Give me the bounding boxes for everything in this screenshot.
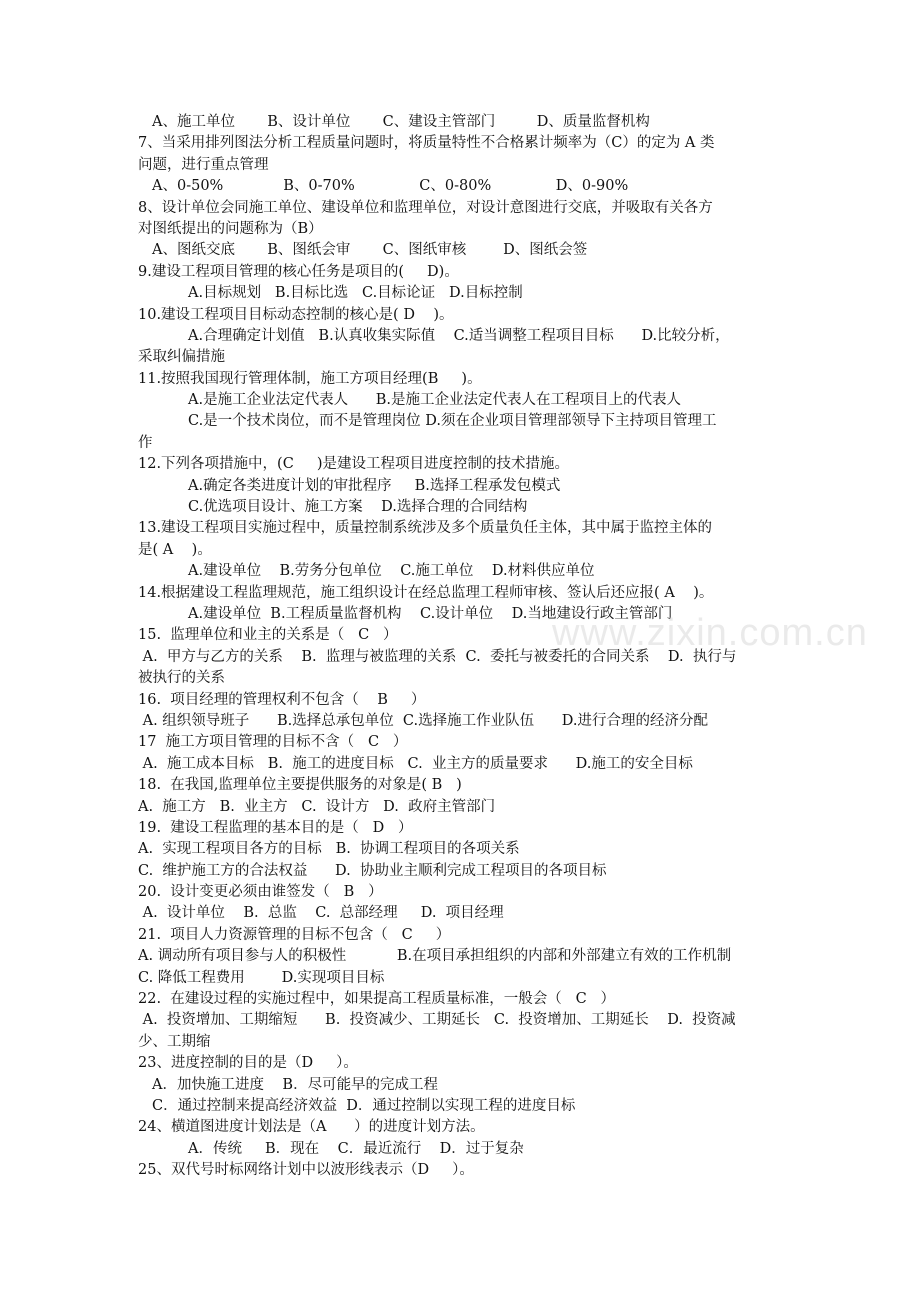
text-line: A. 组织领导班子 B.选择总承包单位 C.选择施工作业队伍 D.进行合理的经济分配 bbox=[138, 712, 708, 729]
text-line: C. 降低工程费用 D.实现项目目标 bbox=[138, 969, 385, 986]
text-line: 23、进度控制的目的是（D ）。 bbox=[138, 1055, 358, 1072]
text-line: A．传统 B．现在 C．最近流行 D．过于复杂 bbox=[188, 1140, 524, 1157]
text-line: 19. 建设工程监理的基本目的是（ D ） bbox=[138, 819, 413, 836]
text-line: A．加快施工进度 B．尽可能早的完成工程 bbox=[152, 1076, 439, 1093]
text-line: 25、双代号时标网络计划中以波形线表示（D ）。 bbox=[138, 1162, 474, 1179]
text-line: 17 施工方项目管理的目标不含（ C ） bbox=[138, 734, 408, 751]
text-line: 14.根据建设工程监理规范，施工组织设计在经总监理工程师审核、签认后还应报( A )。 bbox=[138, 584, 714, 601]
text-line: 21. 项目人力资源管理的目标不包含（ C ） bbox=[138, 926, 451, 943]
text-line: 9.建设工程项目管理的核心任务是项目的( D)。 bbox=[138, 263, 459, 280]
text-line: 11.按照我国现行管理体制，施工方项目经理(B )。 bbox=[138, 370, 482, 387]
text-line: 18. 在我国,监理单位主要提供服务的对象是( B ) bbox=[138, 777, 462, 794]
text-line: 20. 设计变更必须由谁签发（ B ） bbox=[138, 884, 383, 901]
text-line: A、图纸交底 B、图纸会审 C、图纸审核 D、图纸会签 bbox=[152, 242, 588, 259]
text-line: 22. 在建设过程的实施过程中，如果提高工程质量标准，一般会（ C ） bbox=[138, 991, 616, 1008]
text-line: A.是施工企业法定代表人 B.是施工企业法定代表人在工程项目上的代表人 bbox=[188, 392, 681, 409]
text-line: A.目标规划 B.目标比选 C.目标论证 D.目标控制 bbox=[188, 285, 523, 302]
text-line: C. 维护施工方的合法权益 D. 协助业主顺利完成工程项目的各项目标 bbox=[138, 862, 607, 879]
text-line: A.确定各类进度计划的审批程序 B.选择工程承发包模式 bbox=[188, 477, 561, 494]
text-line: 12.下列各项措施中，(C )是建设工程项目进度控制的技术措施。 bbox=[138, 456, 570, 473]
text-line: A、施工单位 B、设计单位 C、建设主管部门 D、质量监督机构 bbox=[152, 114, 650, 130]
text-line: A. 投资增加、工期缩短 B. 投资减少、工期延长 C. 投资增加、工期延长 D. 投资减 bbox=[138, 1012, 736, 1029]
text-line: 问题，进行重点管理 bbox=[138, 156, 269, 173]
text-line: A.合理确定计划值 B.认真收集实际值 C.适当调整工程项目目标 D.比较分析， bbox=[188, 327, 730, 344]
text-line: C．通过控制来提高经济效益 D．通过控制以实现工程的进度目标 bbox=[152, 1097, 576, 1114]
text-line: 8、设计单位会同施工单位、建设单位和监理单位，对设计意图进行交底，并吸取有关各方 bbox=[138, 199, 713, 216]
text-line: 少、工期缩 bbox=[138, 1033, 211, 1050]
text-line: A. 施工方 B. 业主方 C. 设计方 D. 政府主管部门 bbox=[138, 798, 496, 815]
text-line: C.是一个技术岗位，而不是管理岗位 D.须在企业项目管理部领导下主持项目管理工 bbox=[188, 413, 717, 430]
text-line: 13.建设工程项目实施过程中，质量控制系统涉及多个质量负任主体，其中属于监控主体的 bbox=[138, 520, 713, 537]
text-line: A. 施工成本目标 B. 施工的进度目标 C. 业主方的质量要求 D.施工的安全目标 bbox=[138, 755, 693, 772]
text-line: A、0-50% B、0-70% C、0-80% D、0-90% bbox=[152, 178, 629, 195]
text-line: 24、横道图进度计划法是（A ）的进度计划方法。 bbox=[138, 1119, 485, 1136]
text-line: 被执行的关系 bbox=[138, 670, 225, 687]
watermark: www.zixin.com.cn bbox=[552, 612, 868, 654]
text-line: 作 bbox=[138, 434, 153, 451]
text-line: 采取纠偏措施 bbox=[138, 349, 225, 366]
text-line: A.建设单位 B.劳务分包单位 C.施工单位 D.材料供应单位 bbox=[188, 563, 595, 580]
text-line: A. 设计单位 B. 总监 C. 总部经理 D. 项目经理 bbox=[138, 905, 504, 922]
text-line: 是( A )。 bbox=[138, 541, 212, 558]
text-line: 对图纸提出的问题称为（B） bbox=[138, 220, 323, 237]
text-line: A. 甲方与乙方的关系 B. 监理与被监理的关系 C. 委托与被委托的合同关系 D. 执行与 bbox=[138, 648, 737, 665]
text-line: A.建设单位 B.工程质量监督机构 C.设计单位 D.当地建设行政主管部门 bbox=[188, 605, 673, 622]
text-line: A. 实现工程项目各方的目标 B. 协调工程项目的各项关系 bbox=[138, 841, 520, 858]
text-line: 7、当采用排列图法分析工程质量问题时，将质量特性不合格累计频率为（C）的定为 A 类 bbox=[138, 135, 715, 152]
text-line: A. 调动所有项目参与人的积极性 B.在项目承担组织的内部和外部建立有效的工作机制 bbox=[138, 948, 732, 965]
text-line: C.优选项目设计、施工方案 D.选择合理的合同结构 bbox=[188, 499, 528, 516]
text-line: 15. 监理单位和业主的关系是（ C ） bbox=[138, 627, 398, 644]
text-line: 10.建设工程项目目标动态控制的核心是( D )。 bbox=[138, 306, 454, 323]
text-line: 16. 项目经理的管理权利不包含（ B ） bbox=[138, 691, 426, 708]
